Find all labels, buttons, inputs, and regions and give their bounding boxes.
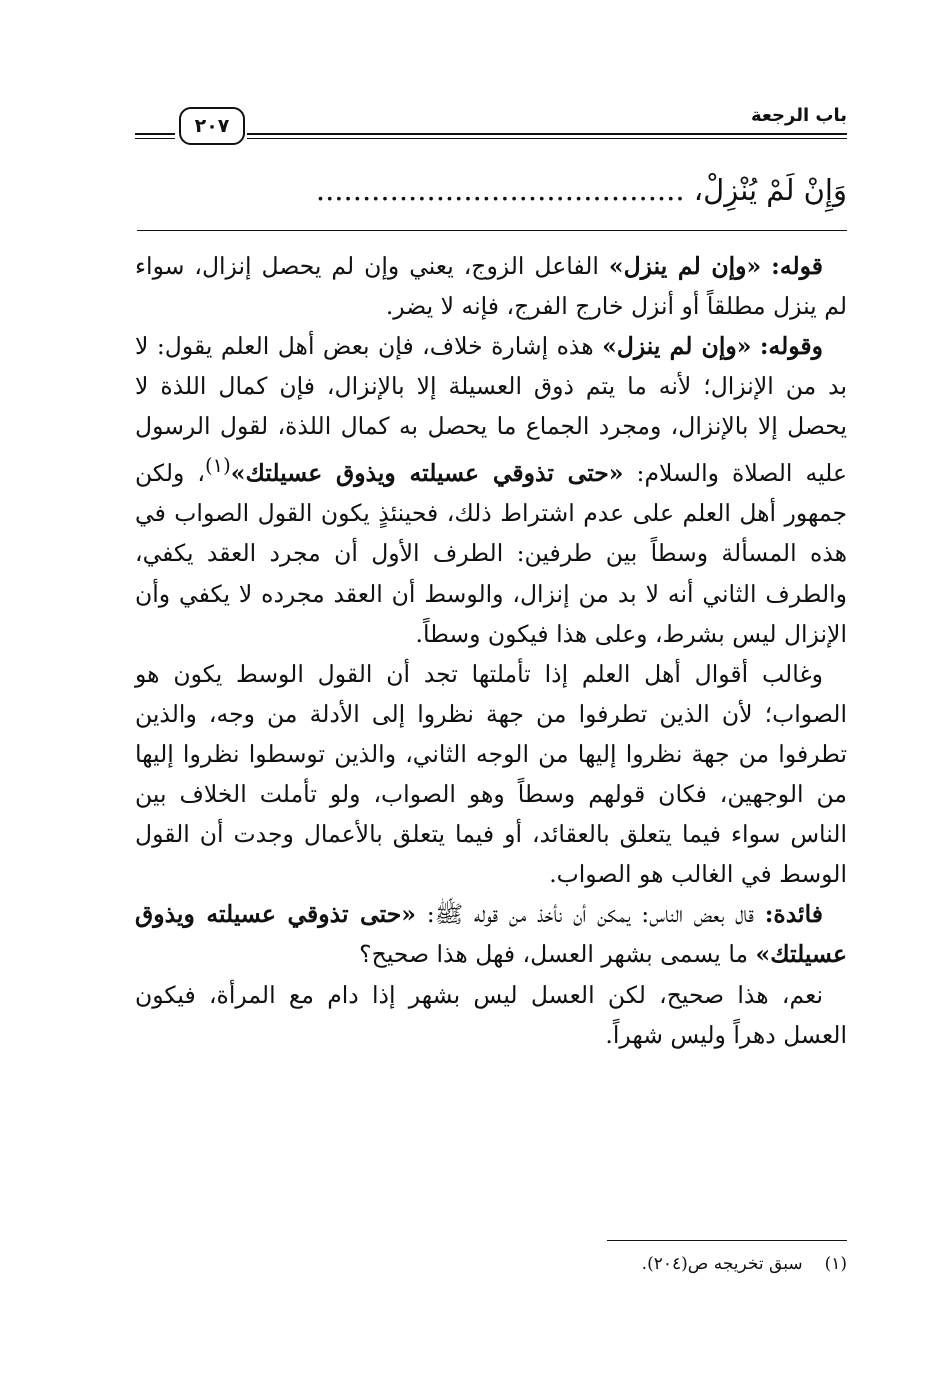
footnote	[135, 1251, 847, 1277]
footnote-ref: (١)	[205, 454, 231, 478]
matn-quote: «وإن لم ينزل»	[602, 332, 752, 361]
footnote-rule	[607, 1240, 847, 1241]
paragraph-lead: قوله:	[771, 252, 823, 280]
footnote-text: سبق تخريجه ص(٢٠٤).	[641, 1254, 803, 1274]
paragraph	[135, 246, 847, 326]
footnote-number: (١)	[824, 1254, 847, 1274]
paragraph	[135, 894, 847, 974]
commentary-body	[135, 246, 847, 1055]
matn-text: وَإِنْ لَمْ يُنْزِلْ، ........................................	[315, 173, 847, 207]
paragraph-text: قال بعض الناس: يمكن أن نأخذ من قوله ﷺ:	[426, 900, 765, 929]
paragraph-lead: فائدة:	[764, 900, 823, 929]
paragraph-lead: وقوله:	[759, 332, 823, 361]
matn-quote: «وإن لم ينزل»	[608, 252, 762, 280]
chapter-title: باب الرجعة	[750, 105, 847, 126]
matn-divider	[137, 230, 847, 231]
paragraph: نعم، هذا صحيح، لكن العسل ليس بشهر إذا دام مع المرأة، فيكون العسل دهراً وليس شهراً.	[135, 980, 847, 1049]
hadith-quote: «حتى تذوقي عسيلته ويذوق عسيلتك»	[230, 459, 624, 488]
header-rule-short	[135, 133, 175, 139]
paragraph-text: ما يسمى بشهر العسل، فهل هذا صحيح؟	[359, 940, 756, 969]
paragraph	[135, 326, 847, 654]
paragraph-text: ، ولكن جمهور أهل العلم على عدم اشتراط ذلك، فحينئذٍ يكون القول الصواب في هذه المسألة وسطاً بين طرفين: الطرف الأول أن مجرد العقد يكفي، والطرف الثاني أنه لا بد من إنزال، والوسط أن العقد مجرده لا يكفي وأن الإنزال ليس بشرط، وعلى هذا فيكون وسطاً.	[135, 459, 847, 648]
paragraph: وغالب أقوال أهل العلم إذا تأملتها تجد أن القول الوسط يكون هو الصواب؛ لأن الذين تطرفوا من جهة نظروا إلى الأدلة من وجه، والذين تطرفوا من جهة نظروا إليها من الوجه الثاني، والذين توسطوا نظروا إليها من الوجهين، فكان قولهم وسطاً وهو الصواب، ولو تأملت الخلاف بين الناس سواء فيما يتعلق بالعقائد، أو فيما يتعلق بالأعمال وجدت أن القول الوسط في الغالب هو الصواب.	[135, 659, 847, 889]
page-header	[135, 103, 847, 151]
hadith-quote: «حتى تذوقي عسيلته ويذوق عسيلتك»	[135, 900, 847, 969]
paragraph-text: هذه إشارة خلاف، فإن بعض أهل العلم يقول: لا بد من الإنزال؛ لأنه ما يتم ذوق العسيلة إلا بالإنزال، فإن كمال اللذة لا يحصل إلا بالإنزال، ومجرد الجماع ما يحصل به كمال اللذة، لقول الرسول عليه الصلاة والسلام:	[135, 332, 847, 488]
paragraph-text: الفاعل الزوج، يعني وإن لم يحصل إنزال، سواء لم ينزل مطلقاً أو أنزل خارج الفرج، فإنه لا يضر.	[135, 252, 847, 321]
page-number: ٢٠٧	[179, 107, 245, 145]
header-rule	[247, 133, 847, 139]
